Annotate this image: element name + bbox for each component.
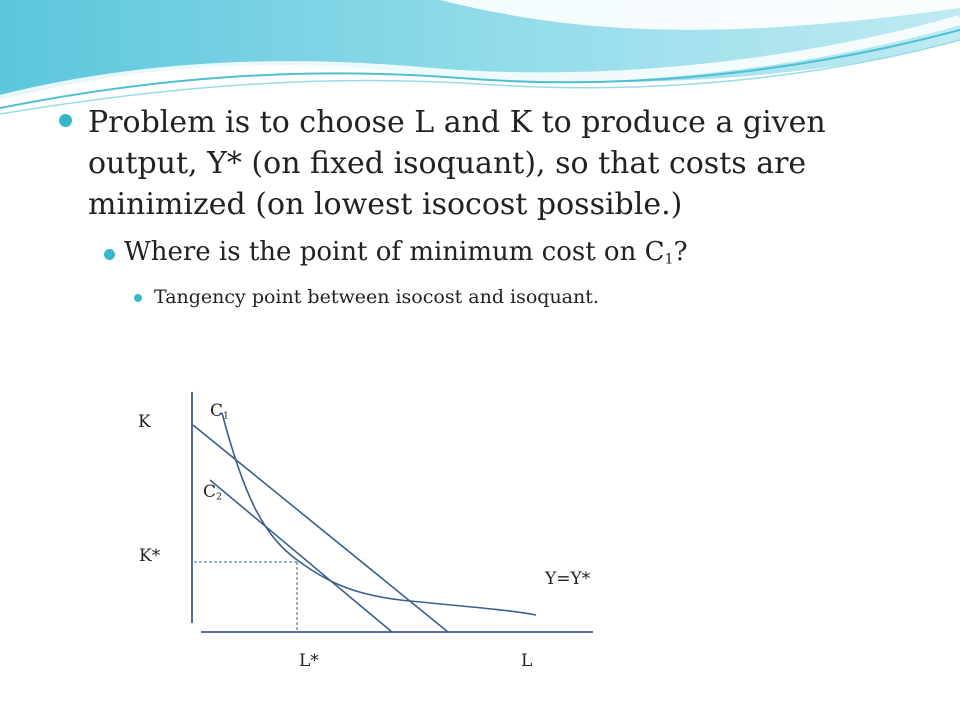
y-axis-label: K	[138, 412, 151, 432]
k-star-label: K*	[139, 546, 161, 566]
isocost-c1-label	[210, 401, 229, 421]
bullet-question-text: Where is the point of minimum cost on C	[124, 237, 665, 267]
bullet-question-end: ?	[673, 237, 688, 267]
isocost-c1-subscript: 1	[223, 410, 229, 422]
x-axis-label: L	[521, 651, 533, 671]
isocost-line-c2	[210, 480, 392, 632]
isoquant-curve	[222, 413, 536, 615]
isocost-c2-label	[203, 482, 222, 502]
isocost-c1-letter: C	[210, 401, 224, 421]
isoquant-label: Y=Y*	[545, 569, 591, 589]
isocost-c2-letter: C	[203, 482, 217, 502]
l-star-label: L*	[299, 651, 319, 671]
bullet-answer: Tangency point between isocost and isoquant.	[154, 286, 599, 308]
isocost-c2-subscript: 2	[216, 491, 222, 503]
bullet-problem-statement: Problem is to choose L and K to produce a given output, Y* (on fixed isoquant), so that costs are minimized (on lowest isocost possible.)	[88, 105, 826, 222]
bullet-question-subscript: 1	[664, 251, 674, 268]
